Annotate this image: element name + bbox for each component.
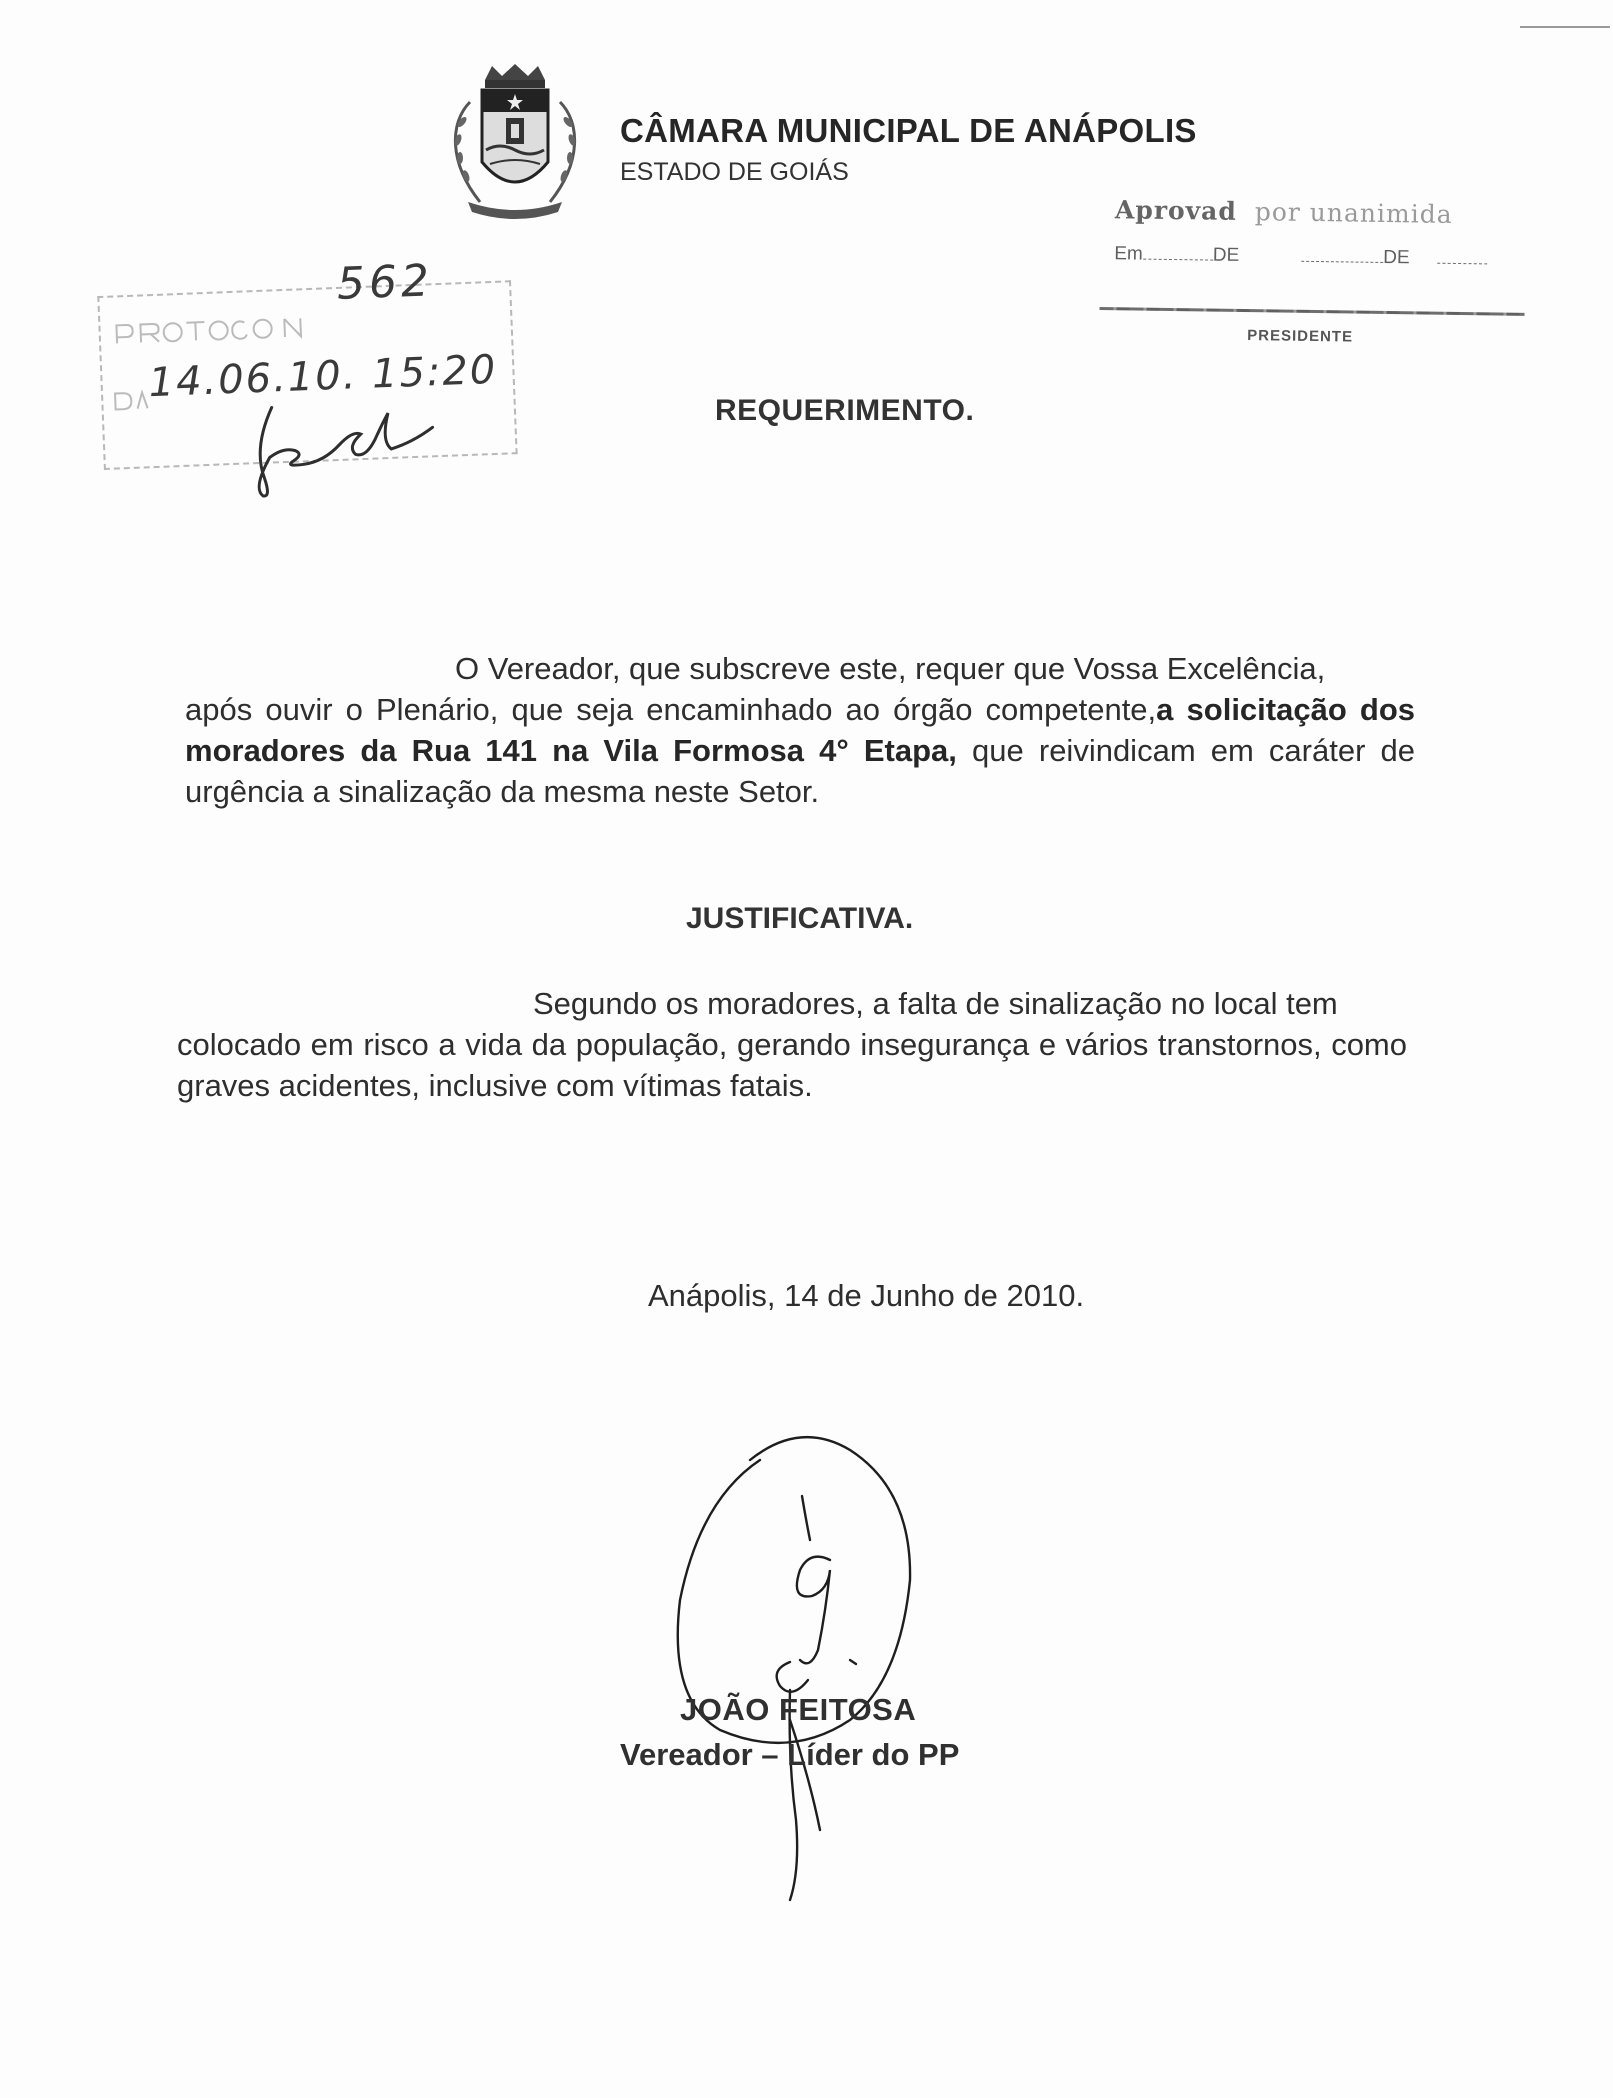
municipal-coat-of-arms-icon — [440, 62, 590, 222]
justification-paragraph — [177, 983, 1407, 1106]
document-title: REQUERIMENTO. — [715, 394, 975, 427]
request-line-2: após ouvir o Plenário, que seja encaminhado ao órgão competente, — [185, 692, 1157, 727]
approval-em-label: Em — [1114, 243, 1143, 265]
approval-stamp-faint-text: por unanimida — [1254, 197, 1453, 229]
request-line-1: O Vereador, que subscreve este, requer que Vossa Excelência, — [455, 651, 1326, 686]
request-paragraph — [185, 648, 1415, 812]
place-and-date: Anápolis, 14 de Junho de 2010. — [648, 1278, 1085, 1313]
institution-state: ESTADO DE GOIÁS — [620, 158, 849, 186]
protocol-stamp — [96, 250, 524, 476]
handwritten-signature — [640, 1400, 940, 1920]
approval-stamp-text — [1115, 195, 1453, 229]
request-rest: que reivindicam em caráter de urgência a sinalização da mesma neste Setor. — [185, 733, 1415, 809]
protocol-date-time: 14.06.10. 15:20 — [147, 346, 499, 407]
scan-edge-mark — [1520, 26, 1610, 28]
approval-de-label-2: DE — [1383, 246, 1410, 269]
approval-stamp-date-line — [1114, 243, 1488, 270]
protocol-faded-date-label — [111, 388, 152, 414]
signer-role: Vereador – Líder do PP — [620, 1737, 960, 1772]
protocol-number: 562 — [336, 255, 434, 310]
approval-de-label-1: DE — [1212, 244, 1240, 266]
protocol-initials-signature — [241, 380, 465, 498]
justification-rest: colocado em risco a vida da população, gerando insegurança e vários transtornos, como graves acidentes, inclusive com vítimas fatais. — [177, 1027, 1407, 1103]
request-highlight: a solicitação dos moradores da Rua 141 na Vila Formosa 4° Etapa, — [185, 692, 1415, 768]
approval-stamp-word: Aprovad — [1114, 195, 1238, 226]
approval-signature-line — [1100, 307, 1525, 316]
approval-stamp — [1099, 195, 1531, 361]
justification-title: JUSTIFICATIVA. — [686, 902, 914, 935]
approval-president-label: PRESIDENTE — [1247, 327, 1354, 346]
request-text — [185, 689, 1415, 812]
institution-name: CÂMARA MUNICIPAL DE ANÁPOLIS — [620, 112, 1197, 149]
signer-name: JOÃO FEITOSA — [680, 1692, 917, 1727]
justification-line-1: Segundo os moradores, a falta de sinalização no local tem — [533, 986, 1338, 1021]
